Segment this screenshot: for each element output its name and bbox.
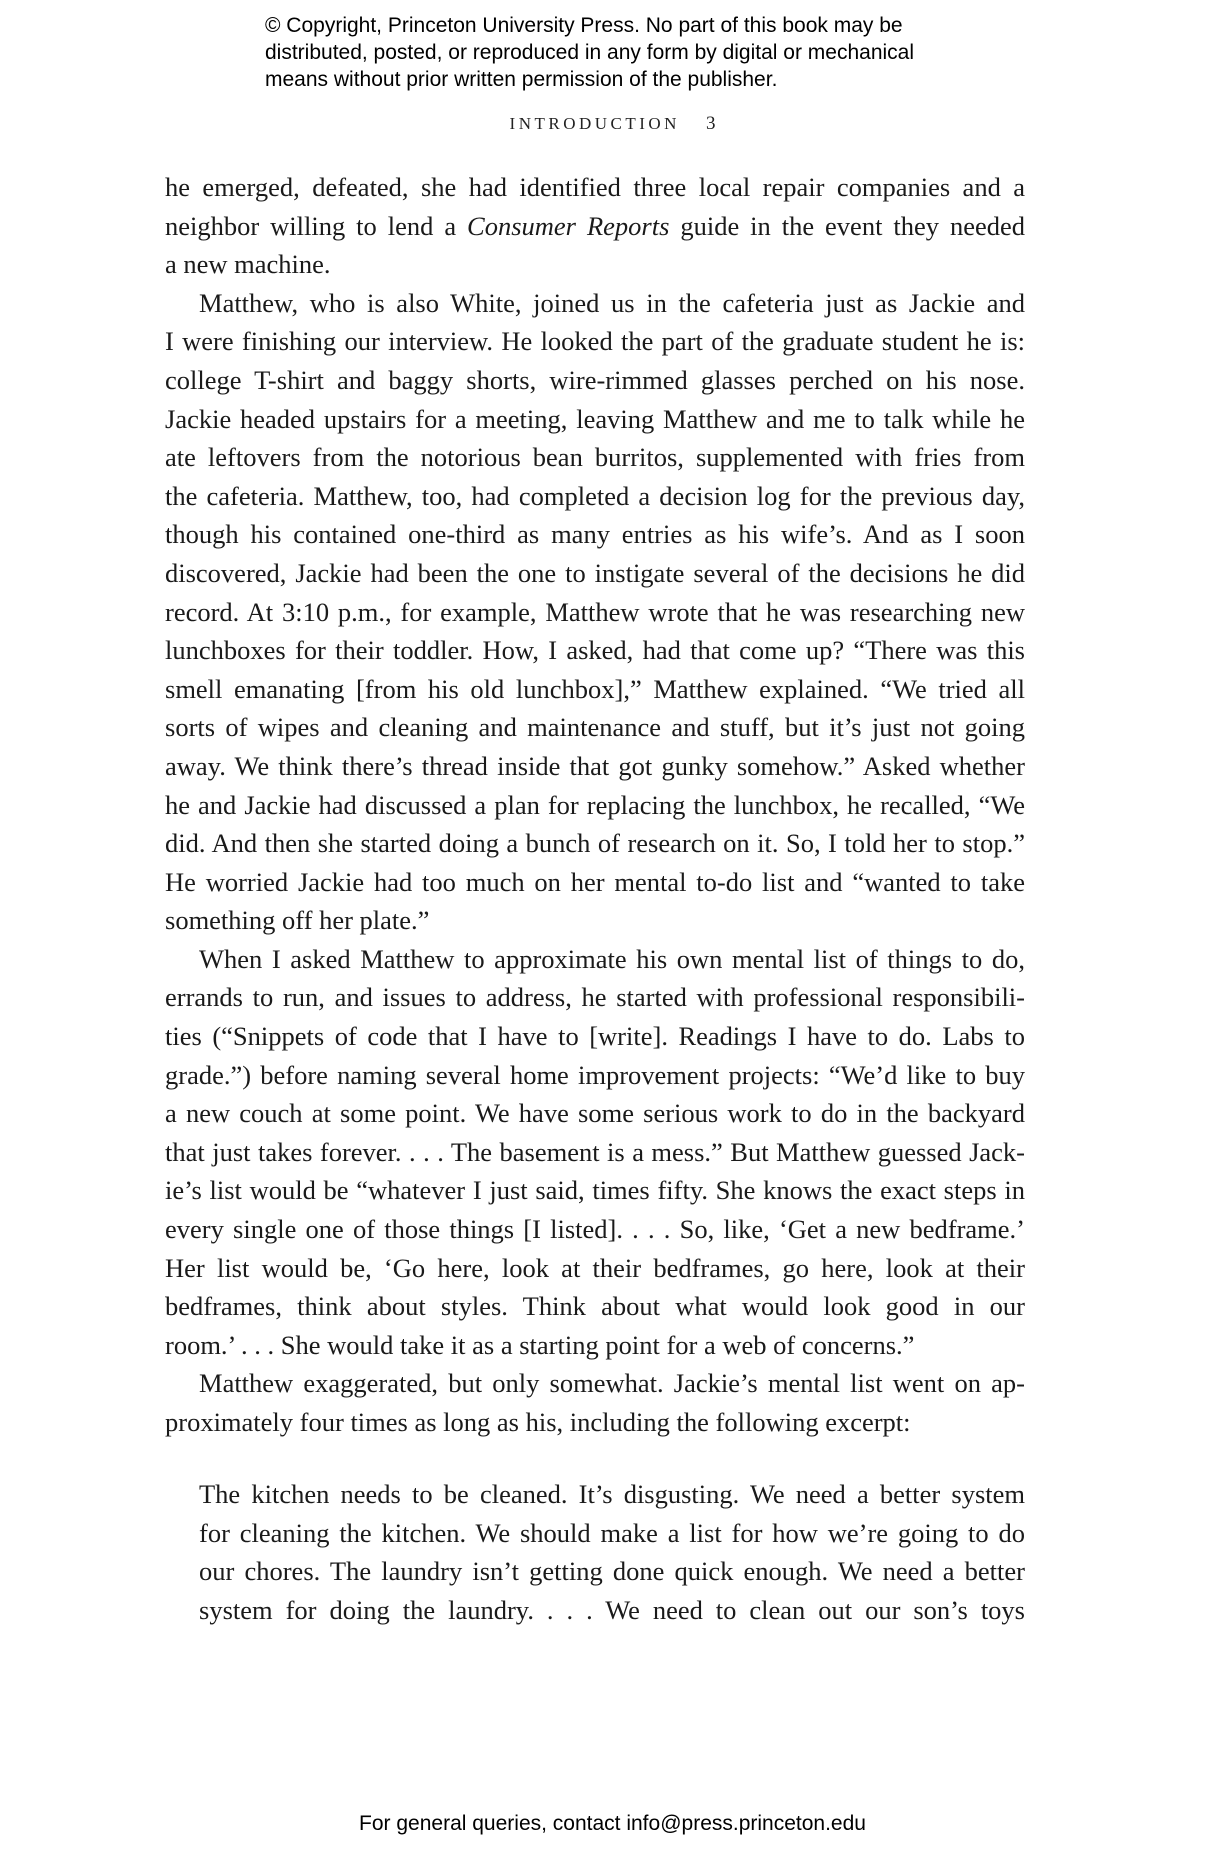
text-line: When I asked Matthew to approximate his own mental list of things to do, (199, 943, 1025, 974)
text-line: though his contained one-third as many entries as his wife’s. And as I soon (165, 519, 1025, 550)
text-line: that just takes forever. . . . The basement is a mess.” But Matthew guessed Jack- (165, 1136, 1025, 1167)
text-line: room.’ . . . She would take it as a starting point for a web of concerns.” (165, 1329, 915, 1360)
text-line: errands to run, and issues to address, he started with professional responsibili- (165, 982, 1025, 1013)
text-line: a new couch at some point. We have some serious work to do in the backyard (165, 1098, 1025, 1129)
text-line: bedframes, think about styles. Think about what would look good in our (165, 1291, 1025, 1322)
copyright-line: distributed, posted, or reproduced in any form by digital or mechanical (265, 41, 915, 64)
quote-line: system for doing the laundry. . . . We need to clean out our son’s toys (199, 1594, 1025, 1625)
text-line: proximately four times as long as his, including the following excerpt: (165, 1407, 911, 1437)
running-head (0, 113, 1225, 135)
text-line: He worried Jackie had too much on her mental to-do list and “wanted to take (165, 866, 1025, 897)
text-line: discovered, Jackie had been the one to instigate several of the decisions he did (165, 557, 1025, 588)
copyright-line: means without prior written permission of the publisher. (265, 68, 778, 91)
text-line: Matthew exaggerated, but only somewhat. Jackie’s mental list went on ap- (199, 1368, 1025, 1399)
quote-line: The kitchen needs to be cleaned. It’s disgusting. We need a better system (199, 1479, 1025, 1509)
text-line: lunchboxes for their toddler. How, I asked, had that come up? “There was this (165, 635, 1025, 666)
text-line: Her list would be, ‘Go here, look at their bedframes, go here, look at their (165, 1252, 1025, 1283)
quote-line: our chores. The laundry isn’t getting done quick enough. We need a better (199, 1556, 1025, 1587)
text-line: every single one of those things [I listed]. . . . So, like, ‘Get a new bedframe.’ (165, 1214, 1025, 1245)
footer-contact: For general queries, contact info@press.princeton.edu (359, 1812, 866, 1835)
text-line: did. And then she started doing a bunch of research on it. So, I told her to stop.” (165, 828, 1025, 859)
copyright-line: © Copyright, Princeton University Press. No part of this book may be (265, 14, 903, 37)
text-line: I were finishing our interview. He looked the part of the graduate student he is: (165, 326, 1025, 357)
text-line: a new machine. (165, 249, 331, 280)
chapter-title: INTRODUCTION (509, 114, 680, 133)
text-line: ie’s list would be “whatever I just said, times fifty. She knows the exact steps in (165, 1175, 1025, 1206)
block-quote (199, 1475, 1025, 1629)
text-line: the cafeteria. Matthew, too, had completed a decision log for the previous day, (165, 480, 1025, 511)
text-line: smell emanating [from his old lunchbox],” Matthew explained. “We tried all (165, 673, 1025, 704)
copyright-notice (265, 12, 1025, 93)
quote-line: for cleaning the kitchen. We should make a list for how we’re going to do (199, 1517, 1025, 1548)
text-line: ate leftovers from the notorious bean burritos, supplemented with fries from (165, 442, 1025, 473)
text-line: something off her plate.” (165, 905, 430, 936)
text-line: college T-shirt and baggy shorts, wire-rimmed glasses perched on his nose. (165, 364, 1025, 395)
text-line: away. We think there’s thread inside that got gunky somehow.” Asked whether (165, 750, 1025, 781)
text-line: ties (“Snippets of code that I have to [write]. Readings I have to do. Labs to (165, 1021, 1025, 1052)
text-line: he and Jackie had discussed a plan for replacing the lunchbox, he recalled, “We (165, 789, 1025, 820)
text-fragment: neighbor willing to lend a (165, 210, 468, 241)
text-line: grade.”) before naming several home improvement projects: “We’d like to buy (165, 1059, 1025, 1090)
text-line: Matthew, who is also White, joined us in the cafeteria just as Jackie and (199, 287, 1025, 318)
page-number: 3 (705, 113, 716, 134)
text-line (165, 207, 1025, 246)
text-line: record. At 3:10 p.m., for example, Matthew wrote that he was researching new (165, 596, 1025, 627)
text-fragment: guide in the event they needed (669, 210, 1025, 241)
text-line: sorts of wipes and cleaning and maintenance and stuff, but it’s just not going (165, 712, 1025, 743)
book-title: Consumer Reports (467, 210, 670, 241)
body-text (165, 168, 1025, 1442)
text-line: he emerged, defeated, she had identified three local repair companies and a (165, 172, 1025, 202)
text-line: Jackie headed upstairs for a meeting, leaving Matthew and me to talk while he (165, 403, 1025, 434)
